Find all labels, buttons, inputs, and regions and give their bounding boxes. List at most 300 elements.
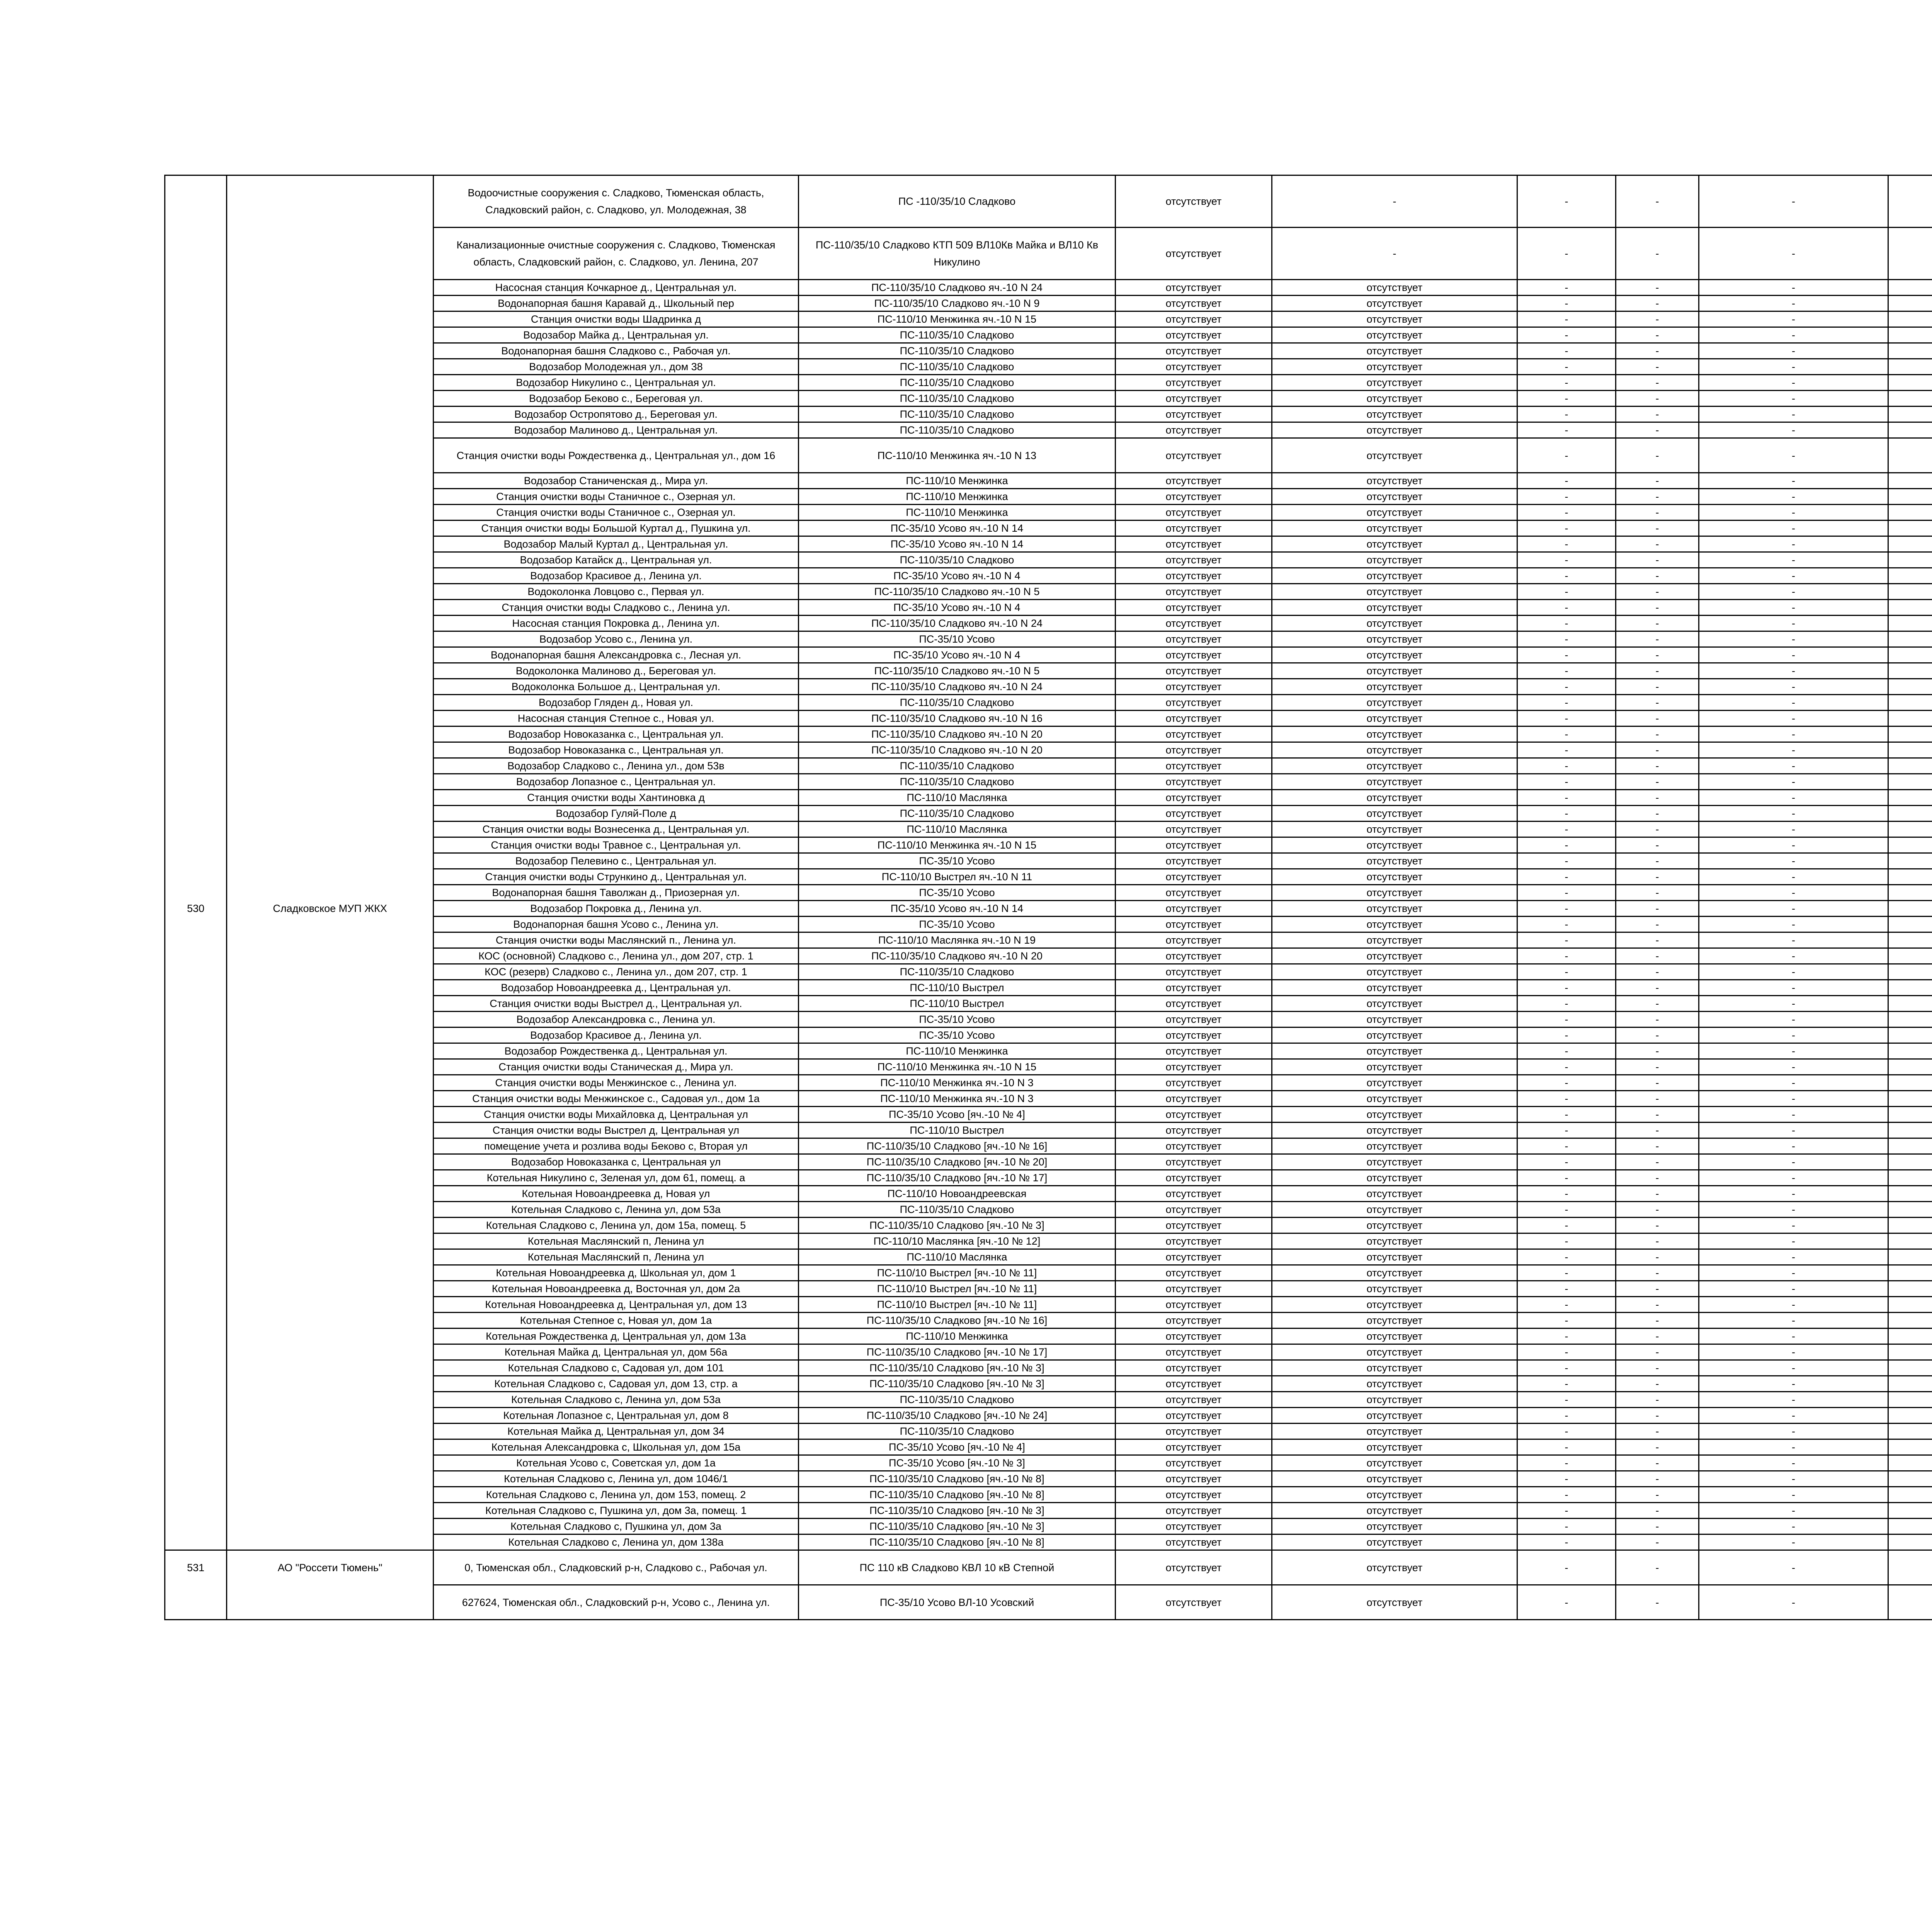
- substation-cell: ПС-110/10 Выстрел [яч.-10 № 11]: [799, 1297, 1116, 1313]
- dash-cell: -: [1699, 790, 1888, 806]
- organization-cell: [227, 1519, 434, 1534]
- status-cell: отсутствует: [1272, 964, 1517, 980]
- dash-cell: -: [1517, 631, 1616, 647]
- dash-cell: -: [1517, 1344, 1616, 1360]
- status-cell: отсутствует: [1272, 980, 1517, 996]
- dash-cell: -: [1517, 1503, 1616, 1519]
- dash-cell: [1888, 616, 1932, 631]
- substation-cell: ПС-110/35/10 Сладково [яч.-10 № 8]: [799, 1534, 1116, 1550]
- status-cell: отсутствует: [1272, 1233, 1517, 1249]
- organization-cell: [227, 536, 434, 552]
- object-name-cell: Станция очистки воды Менжинское с., Садовая ул., дом 1а: [434, 1091, 799, 1107]
- organization-cell: [227, 1585, 434, 1620]
- group-number-cell: [165, 1091, 227, 1107]
- dash-cell: -: [1699, 1585, 1888, 1620]
- dash-cell: -: [1699, 853, 1888, 869]
- status-cell: отсутствует: [1272, 473, 1517, 489]
- group-number-cell: [165, 806, 227, 822]
- substation-cell: ПС-110/10 Выстрел: [799, 1123, 1116, 1138]
- dash-cell: -: [1699, 1344, 1888, 1360]
- substation-cell: ПС-110/10 Выстрел [яч.-10 № 11]: [799, 1265, 1116, 1281]
- availability-cell: отсутствует: [1116, 296, 1272, 311]
- group-number-cell: [165, 885, 227, 901]
- dash-cell: -: [1616, 1138, 1699, 1154]
- group-number-cell: [165, 1202, 227, 1218]
- availability-cell: отсутствует: [1116, 758, 1272, 774]
- status-cell: отсутствует: [1272, 996, 1517, 1012]
- group-number-cell: [165, 663, 227, 679]
- dash-cell: -: [1517, 438, 1616, 473]
- organization-cell: [227, 1154, 434, 1170]
- dash-cell: -: [1517, 1550, 1616, 1585]
- organization-cell: [227, 327, 434, 343]
- dash-cell: [1888, 695, 1932, 711]
- organization-cell: [227, 806, 434, 822]
- status-cell: отсутствует: [1272, 663, 1517, 679]
- table-row: [165, 1360, 1932, 1376]
- status-cell: отсутствует: [1272, 901, 1517, 917]
- status-cell: отсутствует: [1272, 375, 1517, 391]
- substation-cell: ПС-110/10 Менжинка яч.-10 N 3: [799, 1091, 1116, 1107]
- status-cell: отсутствует: [1272, 742, 1517, 758]
- substation-cell: ПС-110/10 Выстрел яч.-10 N 11: [799, 869, 1116, 885]
- substation-cell: ПС-110/10 Маслянка [яч.-10 № 12]: [799, 1233, 1116, 1249]
- status-cell: отсутствует: [1272, 758, 1517, 774]
- organization-cell: [227, 1455, 434, 1471]
- status-cell: отсутствует: [1272, 520, 1517, 536]
- availability-cell: отсутствует: [1116, 1487, 1272, 1503]
- organization-cell: [227, 1265, 434, 1281]
- substation-cell: ПС-110/35/10 Сладково яч.-10 N 9: [799, 296, 1116, 311]
- object-name-cell: Котельная Сладково с, Ленина ул, дом 15а, помещ. 5: [434, 1218, 799, 1233]
- dash-cell: -: [1699, 1170, 1888, 1186]
- group-number-cell: [165, 616, 227, 631]
- dash-cell: -: [1699, 1297, 1888, 1313]
- status-cell: отсутствует: [1272, 1376, 1517, 1392]
- group-number-cell: [165, 1424, 227, 1439]
- substation-cell: ПС-110/35/10 Сладково яч.-10 N 5: [799, 663, 1116, 679]
- substation-cell: ПС -110/35/10 Сладково: [799, 175, 1116, 228]
- dash-cell: -: [1699, 1091, 1888, 1107]
- group-number-cell: [165, 280, 227, 296]
- dash-cell: -: [1699, 1328, 1888, 1344]
- table-row: [165, 790, 1932, 806]
- organization-cell: [227, 1138, 434, 1154]
- dash-cell: -: [1616, 1550, 1699, 1585]
- dash-cell: -: [1517, 822, 1616, 837]
- dash-cell: -: [1517, 1392, 1616, 1408]
- substation-cell: ПС-35/10 Усово яч.-10 N 4: [799, 647, 1116, 663]
- dash-cell: [1888, 1392, 1932, 1408]
- organization-cell: [227, 1487, 434, 1503]
- table-row: [165, 280, 1932, 296]
- dash-cell: [1888, 1297, 1932, 1313]
- object-name-cell: Котельная Сладково с, Ленина ул, дом 1046/1: [434, 1471, 799, 1487]
- organization-cell: [227, 280, 434, 296]
- group-number-cell: [165, 422, 227, 438]
- dash-cell: -: [1517, 1281, 1616, 1297]
- dash-cell: -: [1517, 407, 1616, 422]
- dash-cell: -: [1517, 1249, 1616, 1265]
- dash-cell: -: [1616, 663, 1699, 679]
- dash-cell: -: [1517, 1091, 1616, 1107]
- availability-cell: отсутствует: [1116, 311, 1272, 327]
- dash-cell: [1888, 774, 1932, 790]
- substation-cell: ПС-110/10 Менжинка яч.-10 N 3: [799, 1075, 1116, 1091]
- dash-cell: -: [1616, 584, 1699, 600]
- organization-cell: [227, 631, 434, 647]
- dash-cell: -: [1616, 473, 1699, 489]
- organization-cell: [227, 1392, 434, 1408]
- dash-cell: -: [1699, 742, 1888, 758]
- dash-cell: -: [1517, 391, 1616, 407]
- object-name-cell: Водонапорная башня Александровка с., Лесная ул.: [434, 647, 799, 663]
- organization-cell: [227, 489, 434, 505]
- status-cell: отсутствует: [1272, 1107, 1517, 1123]
- dash-cell: -: [1616, 520, 1699, 536]
- substation-cell: ПС-35/10 Усово: [799, 1012, 1116, 1027]
- dash-cell: -: [1517, 568, 1616, 584]
- availability-cell: отсутствует: [1116, 407, 1272, 422]
- status-cell: отсутствует: [1272, 1138, 1517, 1154]
- availability-cell: отсутствует: [1116, 600, 1272, 616]
- group-number-cell: [165, 536, 227, 552]
- status-cell: отсутствует: [1272, 1297, 1517, 1313]
- object-name-cell: Водозабор Красивое д., Ленина ул.: [434, 1027, 799, 1043]
- dash-cell: -: [1517, 885, 1616, 901]
- dash-cell: [1888, 1585, 1932, 1620]
- object-name-cell: Станция очистки воды Станичное с., Озерная ул.: [434, 489, 799, 505]
- object-name-cell: Водонапорная башня Каравай д., Школьный пер: [434, 296, 799, 311]
- object-name-cell: Канализационные очистные сооружения с. Сладково, Тюменская область, Сладковский район, с. Сладково, ул. Ленина, 207: [434, 228, 799, 280]
- organization-cell: [227, 1281, 434, 1297]
- dash-cell: -: [1517, 296, 1616, 311]
- table-row: [165, 663, 1932, 679]
- availability-cell: отсутствует: [1116, 1107, 1272, 1123]
- availability-cell: отсутствует: [1116, 1313, 1272, 1328]
- dash-cell: -: [1616, 932, 1699, 948]
- availability-cell: отсутствует: [1116, 343, 1272, 359]
- substation-cell: ПС-110/35/10 Сладково [яч.-10 № 8]: [799, 1487, 1116, 1503]
- availability-cell: отсутствует: [1116, 1344, 1272, 1360]
- table-row: [165, 1027, 1932, 1043]
- dash-cell: [1888, 1202, 1932, 1218]
- availability-cell: отсутствует: [1116, 917, 1272, 932]
- dash-cell: [1888, 996, 1932, 1012]
- group-number-cell: [165, 964, 227, 980]
- table-row: [165, 175, 1932, 228]
- dash-cell: -: [1699, 552, 1888, 568]
- availability-cell: отсутствует: [1116, 473, 1272, 489]
- dash-cell: -: [1517, 711, 1616, 726]
- dash-cell: -: [1616, 1392, 1699, 1408]
- dash-cell: -: [1699, 726, 1888, 742]
- status-cell: отсутствует: [1272, 1059, 1517, 1075]
- table-row: [165, 964, 1932, 980]
- dash-cell: -: [1517, 311, 1616, 327]
- dash-cell: -: [1517, 1123, 1616, 1138]
- group-number-cell: [165, 822, 227, 837]
- dash-cell: -: [1517, 280, 1616, 296]
- dash-cell: [1888, 1408, 1932, 1424]
- dash-cell: -: [1616, 1107, 1699, 1123]
- dash-cell: -: [1517, 489, 1616, 505]
- dash-cell: -: [1699, 1550, 1888, 1585]
- table-row: [165, 885, 1932, 901]
- availability-cell: отсутствует: [1116, 391, 1272, 407]
- organization-cell: [227, 228, 434, 280]
- object-name-cell: Водоколонка Ловцово с., Первая ул.: [434, 584, 799, 600]
- dash-cell: -: [1616, 616, 1699, 631]
- dash-cell: -: [1517, 790, 1616, 806]
- group-number-cell: [165, 1534, 227, 1550]
- object-name-cell: Котельная Сладково с, Пушкина ул, дом 3а: [434, 1519, 799, 1534]
- availability-cell: отсутствует: [1116, 1186, 1272, 1202]
- dash-cell: -: [1616, 631, 1699, 647]
- substation-cell: ПС-35/10 Усово [яч.-10 № 3]: [799, 1455, 1116, 1471]
- status-cell: отсутствует: [1272, 885, 1517, 901]
- substation-cell: ПС-35/10 Усово ВЛ-10 Усовский: [799, 1585, 1116, 1620]
- organization-cell: [227, 422, 434, 438]
- substation-cell: ПС-110/35/10 Сладково [яч.-10 № 3]: [799, 1218, 1116, 1233]
- dash-cell: -: [1517, 679, 1616, 695]
- dash-cell: [1888, 505, 1932, 520]
- group-number-cell: [165, 1154, 227, 1170]
- dash-cell: -: [1699, 536, 1888, 552]
- dash-cell: -: [1517, 1107, 1616, 1123]
- dash-cell: -: [1616, 1123, 1699, 1138]
- dash-cell: [1888, 1154, 1932, 1170]
- dash-cell: -: [1699, 1487, 1888, 1503]
- organization-cell: [227, 311, 434, 327]
- object-name-cell: Водозабор Новоказанка с., Центральная ул.: [434, 742, 799, 758]
- dash-cell: [1888, 343, 1932, 359]
- organization-cell: [227, 1218, 434, 1233]
- table-row: [165, 1012, 1932, 1027]
- table-row: [165, 647, 1932, 663]
- dash-cell: -: [1699, 473, 1888, 489]
- dash-cell: -: [1699, 1138, 1888, 1154]
- object-name-cell: Станция очистки воды Сладково с., Ленина ул.: [434, 600, 799, 616]
- organization-cell: [227, 1313, 434, 1328]
- dash-cell: -: [1699, 438, 1888, 473]
- substation-cell: ПС-110/35/10 Сладково [яч.-10 № 3]: [799, 1360, 1116, 1376]
- substation-cell: ПС-110/35/10 Сладково [яч.-10 № 16]: [799, 1138, 1116, 1154]
- dash-cell: -: [1616, 1281, 1699, 1297]
- dash-cell: -: [1616, 1265, 1699, 1281]
- substation-cell: ПС-110/35/10 Сладково: [799, 375, 1116, 391]
- table-row: [165, 853, 1932, 869]
- dash-cell: -: [1517, 1455, 1616, 1471]
- table-row: [165, 1550, 1932, 1585]
- dash-cell: -: [1616, 1328, 1699, 1344]
- dash-cell: -: [1517, 1170, 1616, 1186]
- dash-cell: -: [1699, 407, 1888, 422]
- dash-cell: [1888, 1265, 1932, 1281]
- organization-cell: [227, 359, 434, 375]
- substation-cell: ПС-110/35/10 Сладково [яч.-10 № 8]: [799, 1471, 1116, 1487]
- dash-cell: -: [1699, 1455, 1888, 1471]
- substation-cell: ПС-110/35/10 Сладково яч.-10 N 20: [799, 726, 1116, 742]
- dash-cell: -: [1699, 311, 1888, 327]
- table-row: [165, 1091, 1932, 1107]
- dash-cell: -: [1616, 822, 1699, 837]
- object-name-cell: помещение учета и розлива воды Беково с, Вторая ул: [434, 1138, 799, 1154]
- group-number-cell: [165, 1123, 227, 1138]
- availability-cell: отсутствует: [1116, 228, 1272, 280]
- dash-cell: [1888, 600, 1932, 616]
- dash-cell: -: [1517, 1328, 1616, 1344]
- group-number-cell: [165, 1585, 227, 1620]
- table-row: [165, 901, 1932, 917]
- status-cell: отсутствует: [1272, 1471, 1517, 1487]
- group-number-cell: 530: [165, 901, 227, 917]
- availability-cell: отсутствует: [1116, 1297, 1272, 1313]
- dash-cell: -: [1699, 806, 1888, 822]
- substation-cell: ПС-110/35/10 Сладково [яч.-10 № 17]: [799, 1170, 1116, 1186]
- organization-cell: [227, 1471, 434, 1487]
- dash-cell: -: [1616, 948, 1699, 964]
- group-number-cell: [165, 1281, 227, 1297]
- status-cell: отсутствует: [1272, 853, 1517, 869]
- organization-cell: [227, 473, 434, 489]
- dash-cell: [1888, 917, 1932, 932]
- group-number-cell: [165, 631, 227, 647]
- substation-cell: ПС-110/35/10 Сладково яч.-10 N 24: [799, 616, 1116, 631]
- dash-cell: [1888, 375, 1932, 391]
- availability-cell: отсутствует: [1116, 964, 1272, 980]
- object-name-cell: Станция очистки воды Шадринка д: [434, 311, 799, 327]
- dash-cell: -: [1616, 1075, 1699, 1091]
- dash-cell: -: [1699, 280, 1888, 296]
- dash-cell: -: [1699, 932, 1888, 948]
- status-cell: отсутствует: [1272, 1328, 1517, 1344]
- group-number-cell: [165, 375, 227, 391]
- dash-cell: -: [1699, 391, 1888, 407]
- substation-cell: ПС-110/35/10 Сладково: [799, 359, 1116, 375]
- organization-cell: [227, 1424, 434, 1439]
- substation-cell: ПС-110/35/10 Сладково [яч.-10 № 24]: [799, 1408, 1116, 1424]
- dash-cell: -: [1517, 1360, 1616, 1376]
- dash-cell: -: [1699, 869, 1888, 885]
- status-cell: отсутствует: [1272, 1585, 1517, 1620]
- dash-cell: -: [1616, 343, 1699, 359]
- table-row: [165, 758, 1932, 774]
- substation-cell: ПС-110/35/10 Сладково: [799, 964, 1116, 980]
- object-name-cell: Водоочистные сооружения с. Сладково, Тюменская область, Сладковский район, с. Сладково, ул. Молодежная, 38: [434, 175, 799, 228]
- object-name-cell: Водозабор Катайск д., Центральная ул.: [434, 552, 799, 568]
- availability-cell: отсутствует: [1116, 1439, 1272, 1455]
- dash-cell: -: [1517, 695, 1616, 711]
- availability-cell: отсутствует: [1116, 568, 1272, 584]
- substation-cell: ПС-110/10 Менжинка: [799, 489, 1116, 505]
- data-table: [164, 175, 1932, 1620]
- dash-cell: [1888, 1328, 1932, 1344]
- object-name-cell: Водозабор Остропятово д., Береговая ул.: [434, 407, 799, 422]
- object-name-cell: Котельная Сладково с, Садовая ул, дом 101: [434, 1360, 799, 1376]
- substation-cell: ПС-110/35/10 Сладково КТП 509 ВЛ10Кв Майка и ВЛ10 Кв Никулино: [799, 228, 1116, 280]
- group-number-cell: [165, 343, 227, 359]
- status-cell: отсутствует: [1272, 869, 1517, 885]
- dash-cell: -: [1699, 1265, 1888, 1281]
- table-row: [165, 711, 1932, 726]
- dash-cell: -: [1517, 901, 1616, 917]
- group-number-cell: [165, 711, 227, 726]
- dash-cell: -: [1517, 343, 1616, 359]
- dash-cell: -: [1699, 1027, 1888, 1043]
- availability-cell: отсутствует: [1116, 695, 1272, 711]
- object-name-cell: Водозабор Малый Куртал д., Центральная ул.: [434, 536, 799, 552]
- organization-cell: [227, 790, 434, 806]
- dash-cell: -: [1616, 1297, 1699, 1313]
- dash-cell: -: [1699, 695, 1888, 711]
- dash-cell: [1888, 1027, 1932, 1043]
- dash-cell: [1888, 391, 1932, 407]
- dash-cell: -: [1699, 647, 1888, 663]
- availability-cell: отсутствует: [1116, 980, 1272, 996]
- availability-cell: отсутствует: [1116, 1012, 1272, 1027]
- table-row: [165, 1503, 1932, 1519]
- group-number-cell: [165, 296, 227, 311]
- dash-cell: -: [1616, 1233, 1699, 1249]
- status-cell: отсутствует: [1272, 536, 1517, 552]
- dash-cell: -: [1517, 1043, 1616, 1059]
- dash-cell: -: [1616, 647, 1699, 663]
- organization-cell: [227, 1027, 434, 1043]
- organization-cell: [227, 853, 434, 869]
- dash-cell: -: [1699, 1202, 1888, 1218]
- dash-cell: -: [1699, 359, 1888, 375]
- dash-cell: -: [1517, 536, 1616, 552]
- group-number-cell: [165, 1186, 227, 1202]
- dash-cell: -: [1517, 1154, 1616, 1170]
- dash-cell: -: [1517, 505, 1616, 520]
- dash-cell: -: [1616, 726, 1699, 742]
- status-cell: отсутствует: [1272, 917, 1517, 932]
- dash-cell: -: [1517, 1218, 1616, 1233]
- substation-cell: ПС-35/10 Усово [яч.-10 № 4]: [799, 1107, 1116, 1123]
- organization-cell: [227, 647, 434, 663]
- group-number-cell: [165, 1218, 227, 1233]
- dash-cell: -: [1699, 1233, 1888, 1249]
- dash-cell: [1888, 1218, 1932, 1233]
- object-name-cell: Водозабор Покровка д., Ленина ул.: [434, 901, 799, 917]
- organization-cell: [227, 742, 434, 758]
- dash-cell: [1888, 1170, 1932, 1186]
- availability-cell: отсутствует: [1116, 1585, 1272, 1620]
- group-number-cell: [165, 853, 227, 869]
- table-row: [165, 568, 1932, 584]
- dash-cell: -: [1699, 1012, 1888, 1027]
- dash-cell: -: [1616, 568, 1699, 584]
- table-row: [165, 1249, 1932, 1265]
- status-cell: отсутствует: [1272, 822, 1517, 837]
- table-row: [165, 1218, 1932, 1233]
- dash-cell: [1888, 885, 1932, 901]
- substation-cell: ПС-110/10 Маслянка яч.-10 N 19: [799, 932, 1116, 948]
- dash-cell: -: [1699, 1107, 1888, 1123]
- dash-cell: -: [1517, 1424, 1616, 1439]
- dash-cell: -: [1616, 296, 1699, 311]
- availability-cell: отсутствует: [1116, 536, 1272, 552]
- dash-cell: -: [1616, 1027, 1699, 1043]
- availability-cell: отсутствует: [1116, 1027, 1272, 1043]
- table-row: [165, 343, 1932, 359]
- group-number-cell: [165, 228, 227, 280]
- dash-cell: -: [1616, 407, 1699, 422]
- table-row: [165, 1123, 1932, 1138]
- availability-cell: отсутствует: [1116, 631, 1272, 647]
